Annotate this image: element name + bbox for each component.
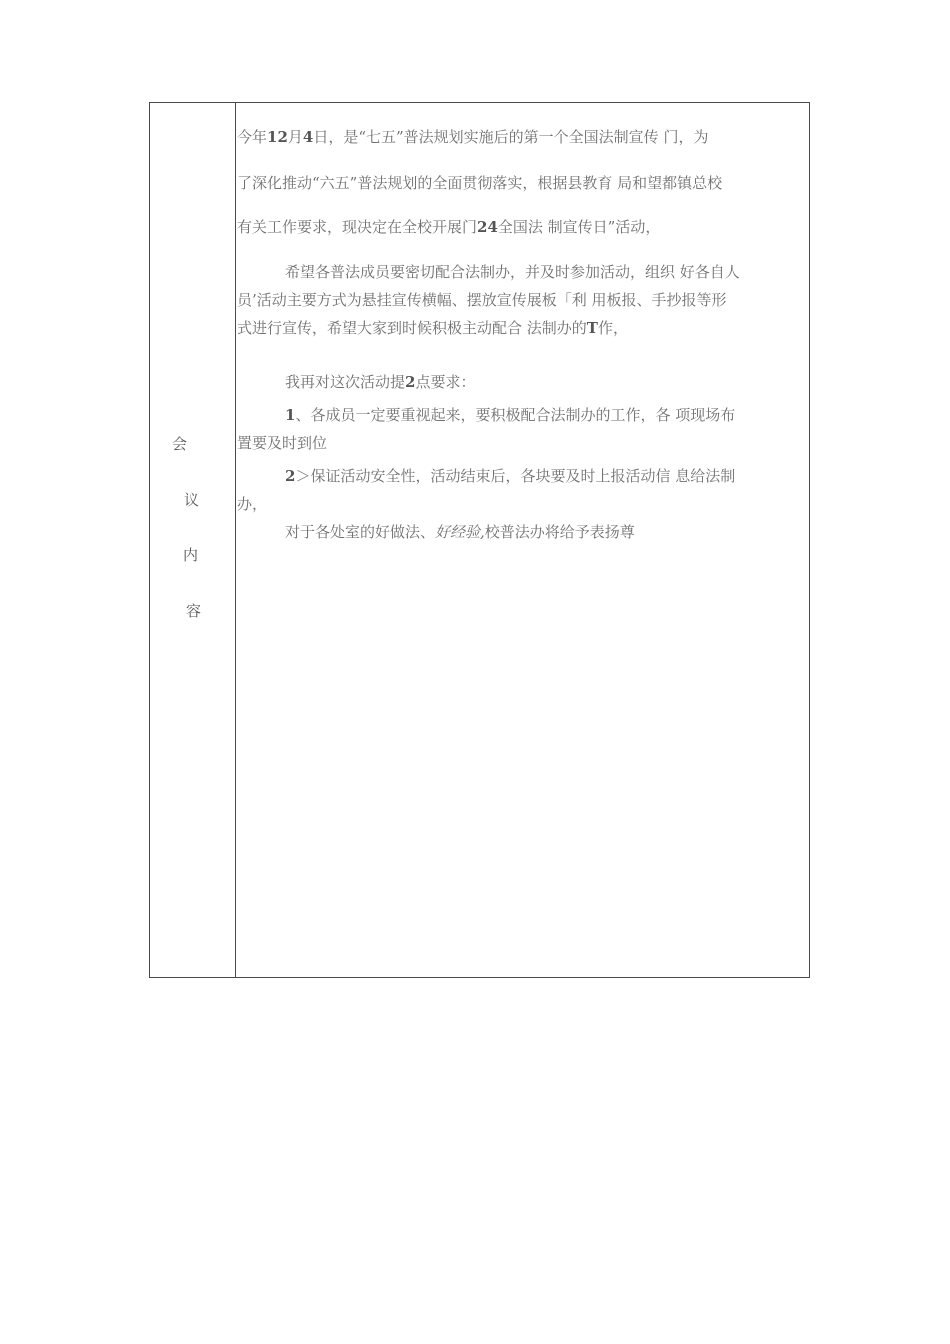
text: 我再对这次活动提	[285, 373, 406, 391]
text: 今年	[237, 128, 268, 146]
row-label-char-2: 议	[184, 491, 200, 509]
paragraph1-line1	[237, 126, 708, 147]
item1-line1	[285, 404, 735, 425]
text: 日，是“七五”普法规划实施后的第一个全国法制宣传 门，为	[313, 128, 709, 146]
text: 有关工作要求，现决定在全校开展门	[237, 218, 478, 236]
item2-line1	[285, 465, 735, 486]
text: 点要求：	[415, 373, 476, 391]
text: 式进行宣传，希望大家到时候积极主动配合 法制办的	[237, 319, 587, 337]
paragraph2-line3	[237, 317, 628, 338]
row-label-char-4: 容	[186, 602, 202, 620]
text: 对于各处室的好做法、	[285, 523, 436, 541]
italic-text: 好经验,	[435, 523, 485, 541]
item1-line2: 置要及时到位	[237, 434, 328, 452]
number: 2	[405, 373, 416, 391]
text: 校普法办将给予表扬尊	[484, 523, 635, 541]
row-label-char-3: 内	[183, 546, 199, 564]
item-number: 1	[285, 406, 296, 424]
paragraph3-line1	[285, 371, 475, 392]
column-divider	[235, 103, 236, 977]
text: ＞保证活动安全性，活动结束后，各块要及时上报活动信 息给法制	[295, 467, 736, 485]
number: 4	[302, 128, 314, 146]
text: 、各成员一定要重视起来，要积极配合法制办的工作，各 项现场布	[295, 406, 736, 424]
item-number: 2	[285, 467, 296, 485]
number: 12	[267, 128, 288, 146]
paragraph1-line3	[237, 216, 660, 237]
item2-line2: 办，	[237, 495, 268, 513]
paragraph2-line2: 员’活动主要方式为悬挂宣传横幅、摆放宣传展板「利 用板报、手抄报等形	[237, 291, 727, 309]
closing-line	[285, 521, 635, 542]
paragraph1-line2: 了深化推动“六五”普法规划的全面贯彻落实，根据县教育 局和望都镇总校	[237, 174, 723, 192]
text: 全国法 制宣传日”活动，	[497, 218, 661, 236]
number: 24	[477, 218, 498, 236]
paragraph2-line1: 希望各普法成员要密切配合法制办，并及时参加活动，组织 好各自人	[285, 263, 740, 281]
row-label-char-1: 会	[172, 435, 188, 453]
text: 作，	[597, 319, 628, 337]
text: 月	[287, 128, 303, 146]
letter: T	[586, 319, 598, 337]
